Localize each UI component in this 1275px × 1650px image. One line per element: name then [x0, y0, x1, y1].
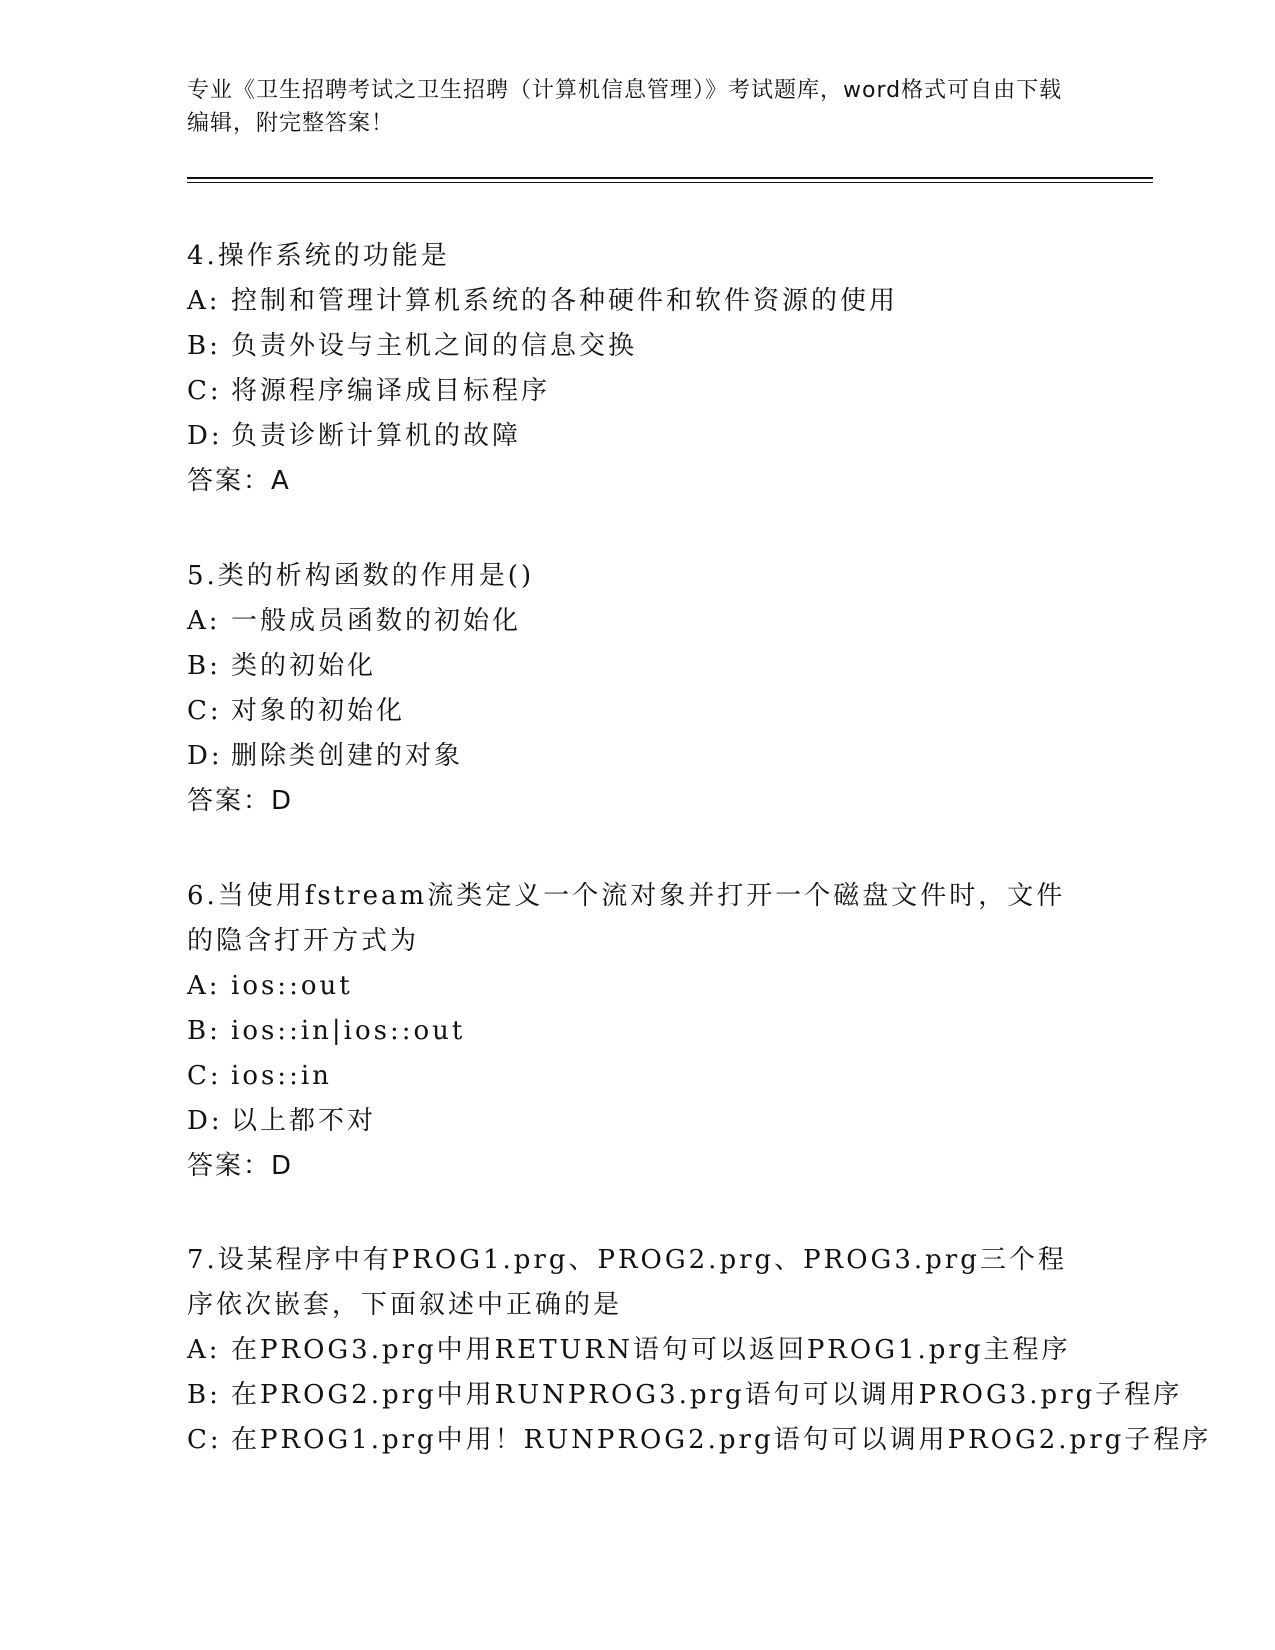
option-key: C:: [187, 376, 222, 406]
question-stem: 4.操作系统的功能是: [187, 241, 450, 271]
option-key: B:: [187, 1016, 221, 1046]
option-key: B:: [187, 1380, 221, 1410]
option-text: 删除类创建的对象: [231, 741, 464, 771]
option-a: [187, 1328, 1087, 1373]
option-c: [187, 369, 1087, 414]
question-5: [187, 554, 1087, 824]
option-key: C:: [187, 1425, 222, 1455]
answer-label: 答案：D: [187, 1151, 294, 1181]
option-key: B:: [187, 331, 221, 361]
option-key: B:: [187, 651, 221, 681]
option-d: [187, 734, 1087, 779]
option-b: [187, 644, 1087, 689]
question-4: [187, 234, 1087, 504]
option-key: A:: [187, 1335, 221, 1365]
option-c: [187, 1418, 1212, 1463]
option-b: [187, 1373, 1183, 1418]
option-text: 负责外设与主机之间的信息交换: [231, 331, 638, 361]
answer-label: 答案：A: [187, 466, 291, 496]
question-stem: 6.当使用fstream流类定义一个流对象并打开一个磁盘文件时，文件的隐含打开方式为: [187, 881, 1066, 956]
option-text: 控制和管理计算机系统的各种硬件和软件资源的使用: [231, 286, 899, 316]
question-stem: 5.类的析构函数的作用是(): [187, 561, 535, 591]
option-text: 在PROG2.prg中用RUNPROG3.prg语句可以调用PROG3.prg子程序: [231, 1380, 1183, 1410]
option-text: 对象的初始化: [231, 696, 406, 726]
option-key: C:: [187, 696, 222, 726]
option-text: 负责诊断计算机的故障: [231, 421, 522, 451]
question-stem: 7.设某程序中有PROG1.prg、PROG2.prg、PROG3.prg三个程序依次嵌套，下面叙述中正确的是: [187, 1245, 1067, 1320]
option-d: [187, 414, 1087, 459]
option-c: [187, 1054, 1087, 1099]
option-c: [187, 689, 1087, 734]
answer-label: 答案：D: [187, 786, 294, 816]
option-text: 在PROG3.prg中用RETURN语句可以返回PROG1.prg主程序: [231, 1335, 1071, 1365]
option-key: A:: [187, 606, 221, 636]
option-key: D:: [187, 741, 223, 771]
header-divider-thin: [187, 182, 1153, 183]
option-text: ios::in|ios::out: [231, 1016, 466, 1046]
option-text: 在PROG1.prg中用！RUNPROG2.prg语句可以调用PROG2.prg子程序: [231, 1425, 1212, 1455]
document-intro: 专业《卫生招聘考试之卫生招聘（计算机信息管理）》考试题库，word格式可自由下载编辑，附完整答案！: [187, 78, 1063, 136]
option-a: [187, 599, 1087, 644]
option-key: A:: [187, 286, 221, 316]
option-a: [187, 964, 1087, 1009]
option-text: ios::in: [231, 1061, 332, 1091]
option-text: 将源程序编译成目标程序: [231, 376, 551, 406]
option-text: 以上都不对: [231, 1106, 377, 1136]
option-a: [187, 279, 1087, 324]
option-text: ios::out: [231, 971, 353, 1001]
option-key: A:: [187, 971, 221, 1001]
option-text: 类的初始化: [231, 651, 377, 681]
option-text: 一般成员函数的初始化: [231, 606, 522, 636]
option-key: D:: [187, 1106, 223, 1136]
option-key: D:: [187, 421, 223, 451]
header-divider: [187, 177, 1153, 179]
question-6: [187, 874, 1087, 1189]
option-d: [187, 1099, 1087, 1144]
question-7: [187, 1238, 1212, 1463]
option-b: [187, 324, 1087, 369]
option-b: [187, 1009, 1087, 1054]
option-key: C:: [187, 1061, 222, 1091]
